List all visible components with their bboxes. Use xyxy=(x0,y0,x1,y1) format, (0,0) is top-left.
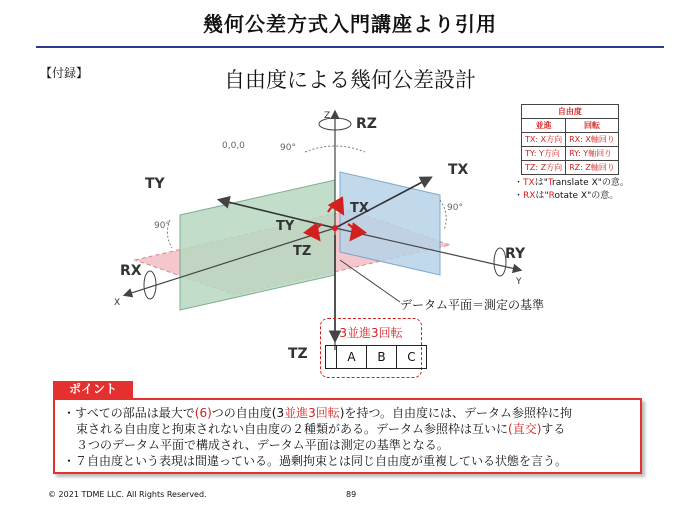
frame-cell-b: B xyxy=(366,346,396,368)
tx-label: TX xyxy=(448,162,469,178)
z-axis-label: Z xyxy=(324,111,331,121)
angle-arc-right xyxy=(440,200,446,230)
legend-col-translation: 並進 xyxy=(522,119,566,133)
legend-cell: RY: Y軸回り xyxy=(566,147,619,161)
frame-cell-c: C xyxy=(396,346,426,368)
point-box xyxy=(53,398,642,474)
ry-label: RY xyxy=(505,246,526,262)
legend-cell: RZ: Z軸回り xyxy=(566,161,619,175)
point-text: (3 xyxy=(271,406,285,420)
ty-label-center: TY xyxy=(276,219,295,234)
angle-label-left: 90° xyxy=(154,221,170,231)
point-line xyxy=(63,405,632,421)
note-text: は" xyxy=(534,178,548,188)
note-text: は" xyxy=(535,191,549,201)
point-highlight: 並進 xyxy=(284,406,309,420)
dof-text: 回転 xyxy=(378,326,403,340)
point-text: する xyxy=(541,422,566,436)
point-bullet: ・ xyxy=(63,454,76,468)
tz-label: TZ xyxy=(288,346,308,362)
point-bullet: ・ xyxy=(63,406,76,420)
tz-label-center: TZ xyxy=(293,244,312,259)
note-term: TX xyxy=(523,178,535,188)
note-text: otate X"の意。 xyxy=(554,191,619,201)
point-text: 束される自由度と拘束されない自由度の２種類がある。データム参照枠は互いに xyxy=(76,422,509,436)
point-text: ７自由度という表現は間違っている。過剰拘束とは同じ自由度が重複している状態を言う。 xyxy=(75,454,568,468)
note-term: RX xyxy=(523,191,536,201)
dof-text: 並進 xyxy=(346,326,371,340)
note-letter: R xyxy=(548,191,555,201)
x-axis-label: X xyxy=(114,298,121,308)
datum-plane-callout: データム平面＝測定の基準 xyxy=(400,298,545,312)
legend-cell: TY: Y方向 xyxy=(522,147,566,161)
point-tab: ポイント xyxy=(53,381,133,398)
point-line xyxy=(63,453,632,469)
dof-number: 3 xyxy=(339,326,347,340)
note-bullet: ・ xyxy=(514,178,524,188)
rx-rotation-ellipse xyxy=(144,271,156,299)
point-highlight: 回転 xyxy=(315,406,340,420)
angle-label-top: 90° xyxy=(280,143,296,153)
ty-label: TY xyxy=(145,176,165,192)
rx-label: RX xyxy=(120,263,142,279)
point-text: つの自由度 xyxy=(211,406,272,420)
note-text: ranslate X"の意。 xyxy=(552,178,629,188)
point-line xyxy=(63,421,632,437)
legend-col-rotation: 回転 xyxy=(566,119,619,133)
main-title: 幾何公差方式入門講座より引用 xyxy=(203,12,497,36)
frame-cell-a: A xyxy=(336,346,366,368)
origin-point xyxy=(332,225,338,231)
legend-cell: RX: X軸回り xyxy=(566,133,619,147)
copyright: © 2021 TDME LLC. All Rights Reserved. xyxy=(48,490,207,499)
dof-label xyxy=(321,324,421,341)
note-bullet: ・ xyxy=(514,191,524,201)
point-text: すべての部品は最大で xyxy=(75,406,195,420)
origin-label: 0,0,0 xyxy=(222,141,245,151)
point-line: ３つのデータム平面で構成され、データム平面は測定の基準となる。 xyxy=(76,438,449,452)
point-text: )を持つ。自由度には、データム参照枠に拘 xyxy=(339,406,573,420)
legend-cell: TX: X方向 xyxy=(522,133,566,147)
frame-leading-cell xyxy=(326,346,336,368)
point-highlight: (6) xyxy=(194,406,212,420)
point-highlight: 3 xyxy=(308,406,316,420)
y-axis-label: Y xyxy=(516,277,522,287)
rz-label: RZ xyxy=(356,116,377,132)
front-datum-plane xyxy=(180,180,335,310)
dof-number: 3 xyxy=(371,326,379,340)
datum-reference-frame xyxy=(325,345,427,369)
sub-title: 自由度による幾何公差設計 xyxy=(224,68,476,92)
dof-callout-box xyxy=(320,318,422,378)
appendix-tag: 【付録】 xyxy=(40,66,89,80)
datum-callout-line xyxy=(340,260,400,302)
angle-label-right: 90° xyxy=(447,203,463,213)
tx-label-center: TX xyxy=(350,201,369,216)
title-rule xyxy=(36,46,664,48)
note-letter: T xyxy=(547,178,553,188)
page-number: 89 xyxy=(346,490,357,499)
legend-header: 自由度 xyxy=(522,105,619,119)
point-highlight: (直交) xyxy=(508,422,542,436)
legend-cell: TZ: Z方向 xyxy=(522,161,566,175)
